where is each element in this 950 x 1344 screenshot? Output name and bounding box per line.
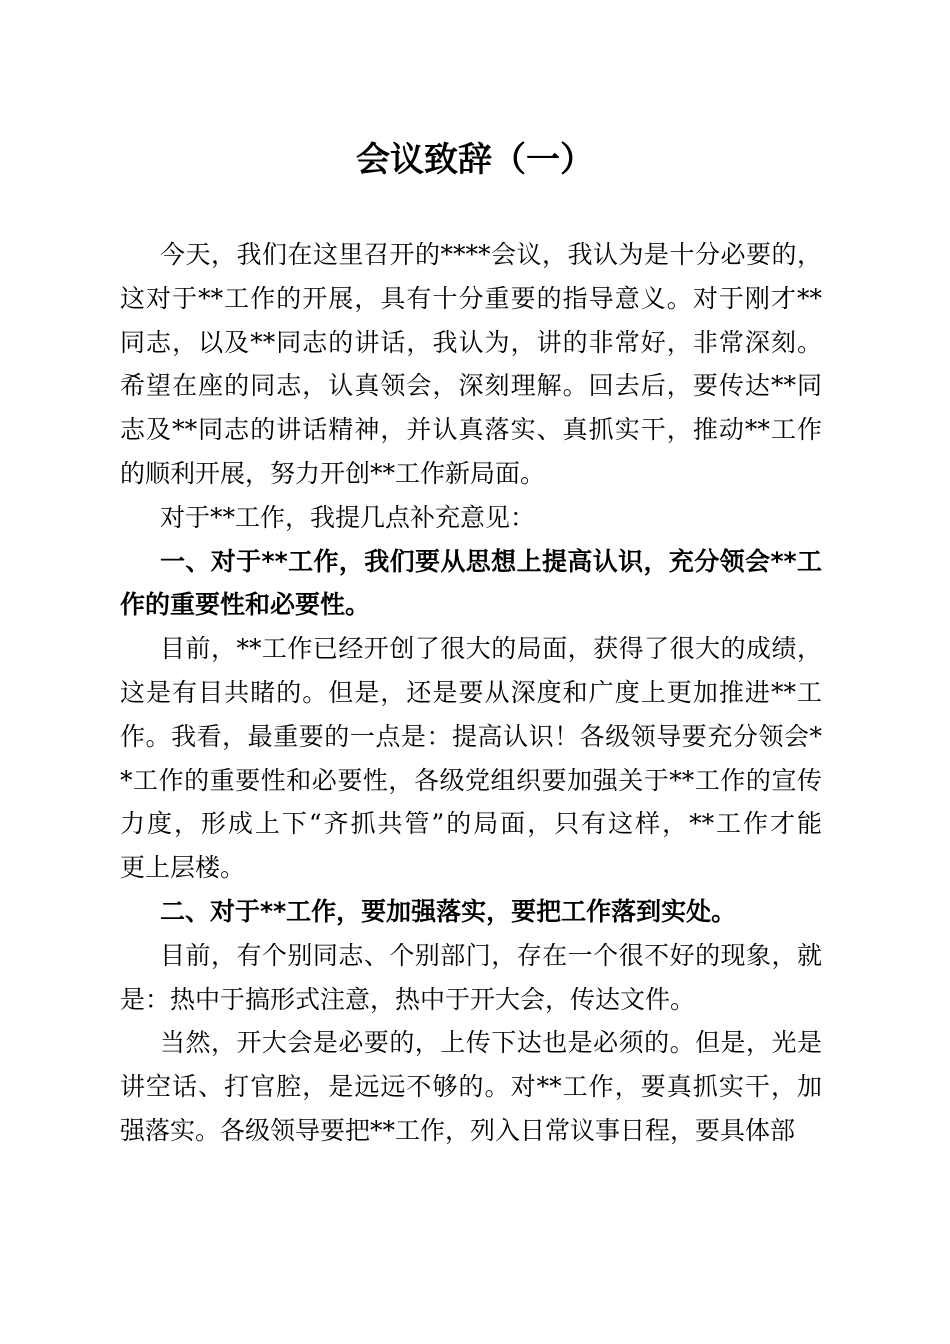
text-line: *工作的重要性和必要性，各级党组织要加强关于**工作的宣传 [120, 765, 822, 795]
text-line: 二、对于**工作，要加强落实，要把工作落到实处。 [160, 896, 737, 926]
section-heading [120, 890, 822, 934]
text-line: 的顺利开展，努力开创**工作新局面。 [120, 458, 546, 488]
text-line: 是：热中于搞形式注意，热中于开大会，传达文件。 [120, 984, 696, 1014]
paragraph [120, 1021, 822, 1152]
section-heading [120, 540, 822, 628]
document-body [120, 233, 822, 1153]
text-line: 讲空话、打官腔，是远远不够的。对**工作，要真抓实干，加 [120, 1072, 822, 1102]
text-line: 一、对于**工作，我们要从思想上提高认识，充分领会**工 [160, 546, 822, 576]
text-line: 力度，形成上下“齐抓共管”的局面，只有这样，**工作才能 [120, 809, 822, 839]
text-line: 更上层楼。 [120, 853, 246, 883]
text-line: 目前，**工作已经开创了很大的局面，获得了很大的成绩， [160, 634, 822, 664]
paragraph [120, 233, 822, 496]
text-line: 志及**同志的讲话精神，并认真落实、真抓实干，推动**工作 [120, 415, 822, 445]
text-line: 希望在座的同志，认真领会，深刻理解。回去后，要传达**同 [120, 371, 822, 401]
text-line: 今天，我们在这里召开的****会议，我认为是十分必要的， [160, 240, 822, 269]
text-line: 这是有目共睹的。但是，还是要从深度和广度上更加推进**工 [120, 677, 822, 707]
paragraph [120, 496, 822, 540]
text-line: 同志，以及**同志的讲话，我认为，讲的非常好，非常深刻。 [120, 327, 822, 357]
paragraph [120, 627, 822, 890]
paragraph [120, 934, 822, 1022]
text-line: 强落实。各级领导要把**工作，列入日常议事日程，要具体部 [120, 1115, 796, 1145]
text-line: 当然，开大会是必要的，上传下达也是必须的。但是，光是 [160, 1028, 822, 1058]
text-line: 作。我看，最重要的一点是：提高认识！各级领导要充分领会* [120, 721, 822, 751]
text-line: 作的重要性和必要性。 [120, 590, 371, 620]
document-title: 会议致辞（一） [356, 140, 594, 180]
text-line: 对于**工作，我提几点补充意见： [160, 502, 536, 532]
text-line: 这对于**工作的开展，具有十分重要的指导意义。对于刚才** [120, 283, 822, 313]
text-line: 目前，有个别同志、个别部门，存在一个很不好的现象，就 [160, 940, 822, 970]
